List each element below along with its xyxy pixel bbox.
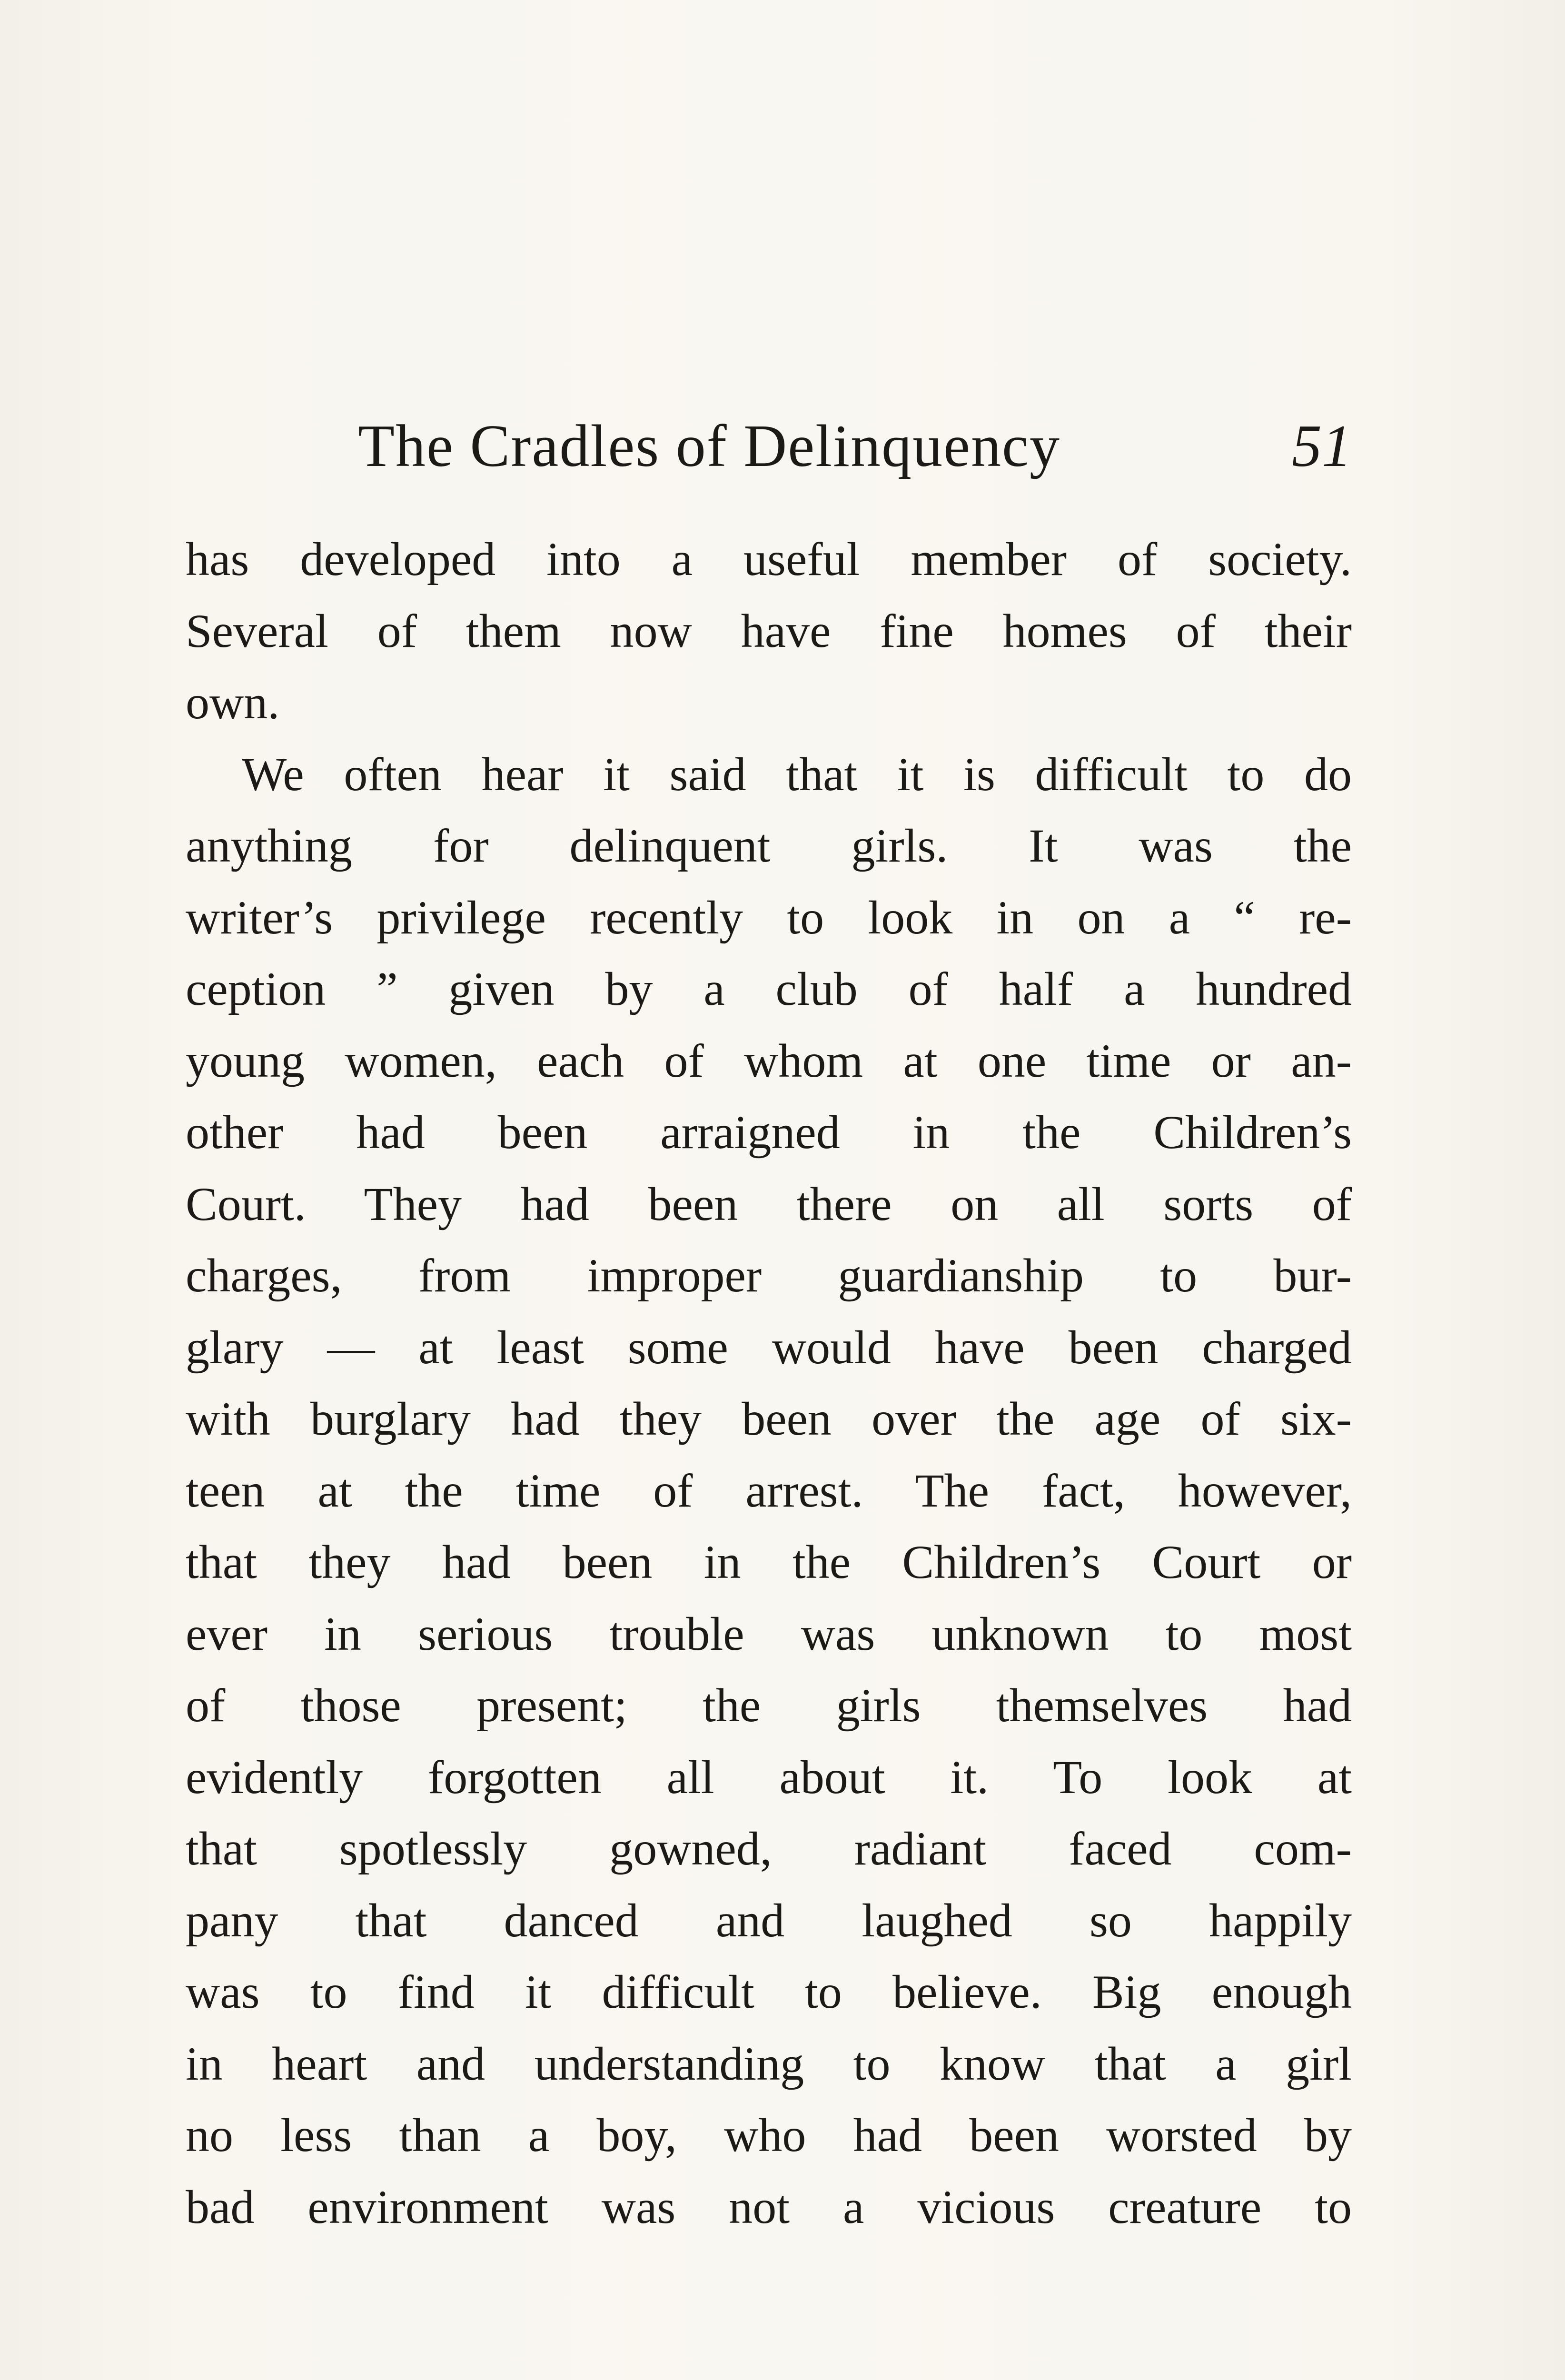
text-line: anything for delinquent girls. It was the bbox=[186, 819, 1352, 872]
page-number: 51 bbox=[1292, 413, 1352, 479]
text-line: ever in serious trouble was unknown to most bbox=[186, 1607, 1352, 1660]
text-line: evidently forgotten all about it. To look at bbox=[186, 1750, 1352, 1804]
text-line: We often hear it said that it is difficult to do bbox=[242, 747, 1352, 801]
text-line: that spotlessly gowned, radiant faced com- bbox=[186, 1822, 1352, 1875]
text-line: Several of them now have fine homes of their bbox=[186, 604, 1352, 657]
body-text bbox=[186, 524, 1352, 2243]
text-line: was to find it difficult to believe. Big enough bbox=[186, 1965, 1352, 2018]
text-line: writer’s privilege recently to look in on a “ re- bbox=[186, 891, 1352, 944]
text-line: no less than a boy, who had been worsted by bbox=[186, 2109, 1352, 2162]
text-line: own. bbox=[186, 676, 280, 729]
text-line: bad environment was not a vicious creature to bbox=[186, 2180, 1352, 2233]
text-line: with burglary had they been over the age of six- bbox=[186, 1392, 1352, 1445]
page-header bbox=[186, 413, 1352, 480]
text-line: young women, each of whom at one time or an- bbox=[186, 1034, 1352, 1087]
text-line: has developed into a useful member of society. bbox=[186, 533, 1352, 585]
text-line: pany that danced and laughed so happily bbox=[186, 1894, 1352, 1947]
text-line: ception ” given by a club of half a hundred bbox=[186, 962, 1352, 1015]
text-line: charges, from improper guardianship to bur- bbox=[186, 1249, 1352, 1302]
text-line: Court. They had been there on all sorts of bbox=[186, 1177, 1352, 1230]
text-line: that they had been in the Children’s Court or bbox=[186, 1536, 1352, 1588]
text-line: of those present; the girls themselves had bbox=[186, 1679, 1352, 1732]
text-line: other had been arraigned in the Children’s bbox=[186, 1106, 1352, 1159]
text-line: teen at the time of arrest. The fact, however, bbox=[186, 1464, 1352, 1517]
running-title: The Cradles of Delinquency bbox=[358, 413, 1061, 479]
text-line: in heart and understanding to know that a girl bbox=[186, 2037, 1352, 2090]
text-line: glary — at least some would have been charged bbox=[186, 1320, 1352, 1374]
